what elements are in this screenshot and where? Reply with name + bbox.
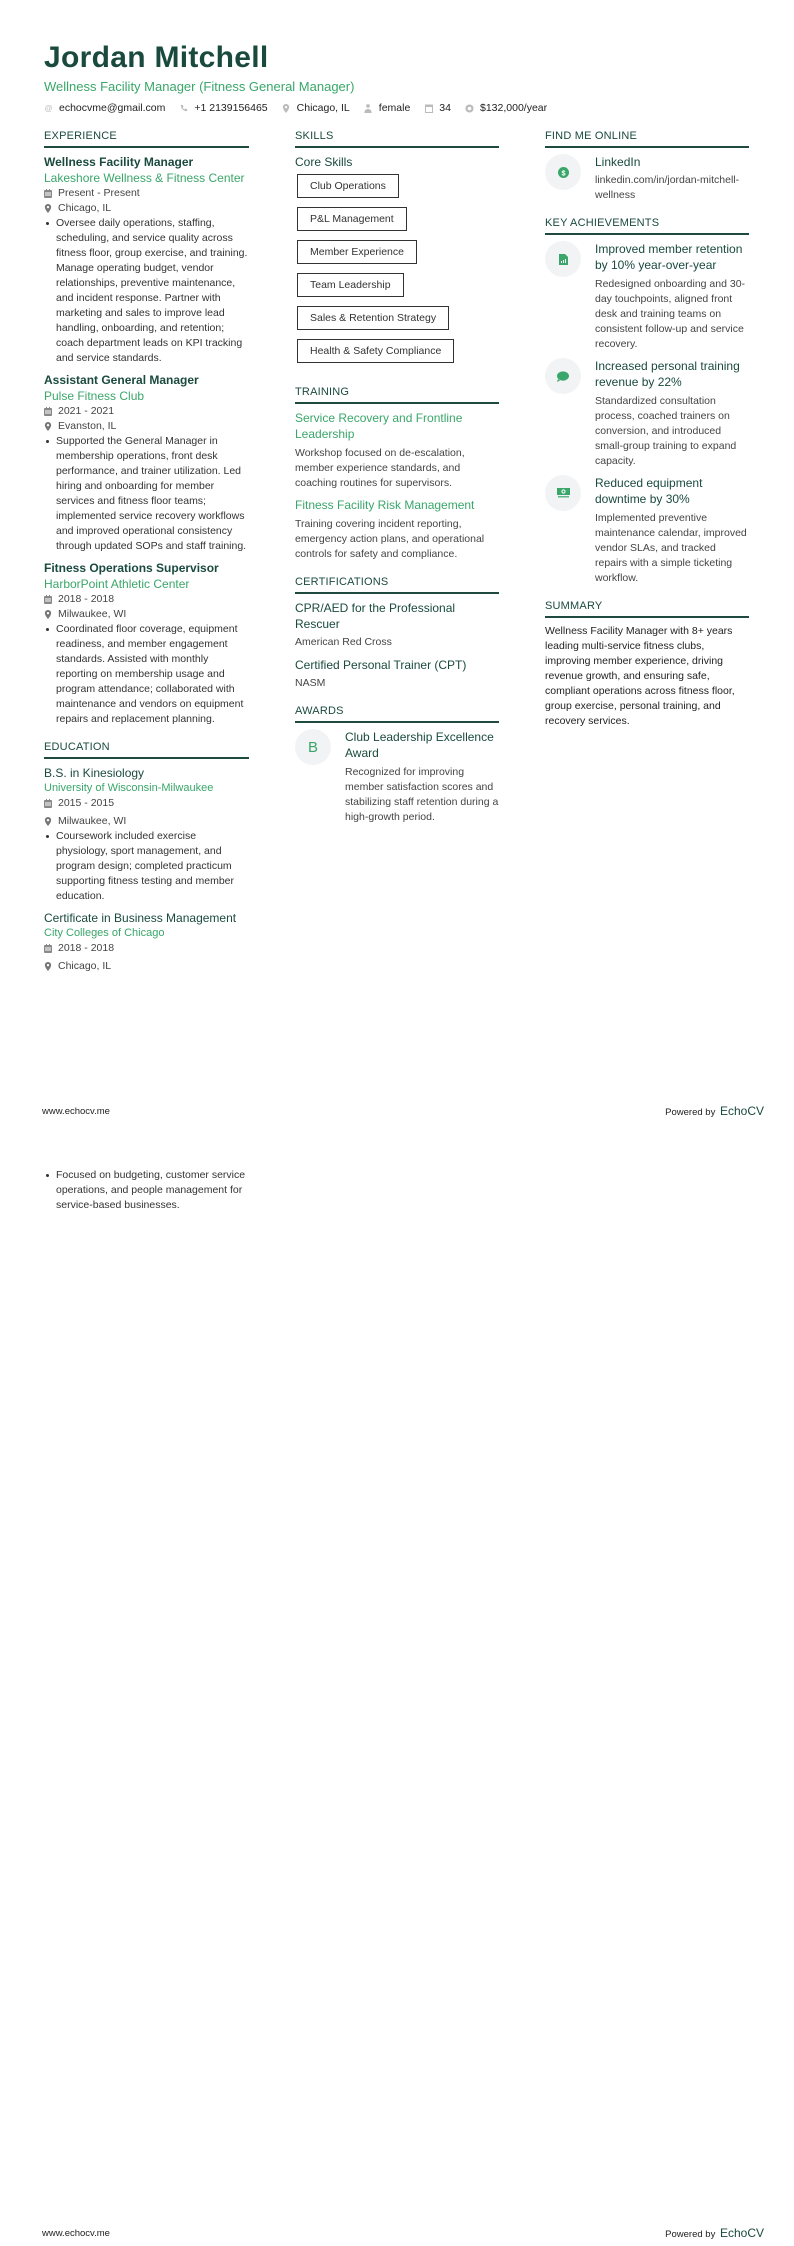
location-pin-icon [44,204,52,213]
chat-bubble-icon [557,371,569,382]
edu-location: Milwaukee, WI [44,814,249,829]
calendar-icon [424,104,433,113]
award-item [295,729,499,825]
skill-tag: Club Operations [297,174,399,198]
dollar-icon [558,167,569,178]
skill-tag: Health & Safety Compliance [297,339,454,363]
edu-bullets [44,1168,249,1213]
candidate-name: Jordan Mitchell [44,41,269,74]
report-file-icon [559,254,568,265]
skill-tag: Member Experience [297,240,417,264]
skill-group-title: Core Skills [295,155,353,169]
achievement-desc: Redesigned onboarding and 30-day touchpoints, aligned front desk and training teams on consistent follow-up and service recovery. [595,278,746,350]
skill-tag: P&L Management [297,207,407,231]
footer-website[interactable]: www.echocv.me [42,1105,110,1117]
job-title: Assistant General Manager [44,373,199,387]
job-location: Evanston, IL [44,419,249,434]
footer-powered-by: Powered by EchoCV [665,1104,764,1118]
training-item [295,497,499,562]
achievement-item [545,475,749,586]
training-desc: Training covering incident reporting, emergency action plans, and operational controls for safety and compliance. [295,518,485,560]
cert-org: NASM [295,677,326,689]
contact-age: 34 [424,102,451,114]
person-icon [364,104,373,113]
edu-school: City Colleges of Chicago [44,927,165,939]
achievement-item [545,241,749,352]
contact-row [44,102,561,114]
job-bullet: Supported the General Manager in membership operations, front desk performance, and trainer utilization. Led hiring and onboarding for member services and fitness floor teams; implemented service recovery workflows and improved operational consistency through updated SOPs and staff training. [44,434,249,554]
job-bullets [44,216,249,366]
job-company: Pulse Fitness Club [44,389,145,403]
edu-dates: 2018 - 2018 [44,941,249,956]
location-pin-icon [282,104,291,113]
middle-column [295,130,499,839]
skill-tag: Sales & Retention Strategy [297,306,449,330]
edu-dates: 2015 - 2015 [44,796,249,811]
contact-phone[interactable]: +1 2139156465 [179,102,267,114]
location-pin-icon [44,817,52,826]
summary-text: Wellness Facility Manager with 8+ years leading multi-service fitness clubs, improving member experience, driving revenue growth, and ensuring safe, compliant operations across fitness floor, group exercise, personal training, and recovery services. [545,625,735,727]
calendar-icon [44,799,52,808]
education-item [44,765,249,904]
job-company: HarborPoint Athletic Center [44,577,190,591]
training-title: Fitness Facility Risk Management [295,498,475,512]
section-title: KEY ACHIEVEMENTS [545,217,749,235]
achievement-title: Reduced equipment downtime by 30% [595,476,703,506]
achievement-desc: Implemented preventive maintenance calendar, improved vendor SLAs, and tracked repairs with a simple ticketing workflow. [595,512,747,584]
edu-bullet: Coursework included exercise physiology, sport management, and program design; completed practicum supporting fitness testing and member education. [44,829,249,904]
money-bill-icon [557,488,570,498]
achievements-section [545,217,749,586]
online-label: LinkedIn [595,155,641,169]
section-title: AWARDS [295,705,499,723]
section-title: EDUCATION [44,741,249,759]
section-title: EXPERIENCE [44,130,249,148]
footer-brand[interactable]: EchoCV [719,1104,764,1118]
section-title: FIND ME ONLINE [545,130,749,148]
right-column [545,130,749,743]
location-pin-icon [44,422,52,431]
cert-name: CPR/AED for the Professional Rescuer [295,601,456,631]
page-footer [42,2226,764,2240]
training-title: Service Recovery and Frontline Leadership [295,411,463,441]
edu-bullet: Focused on budgeting, customer service operations, and people management for service-based businesses. [44,1168,249,1213]
svg-text:$: $ [560,167,566,177]
cert-name: Certified Personal Trainer (CPT) [295,658,467,672]
salary-icon [465,104,474,113]
job-company: Lakeshore Wellness & Fitness Center [44,171,245,185]
footer-powered-by: Powered by EchoCV [665,2226,764,2240]
job-dates: 2018 - 2018 [44,592,249,607]
certification-item [295,600,499,650]
training-desc: Workshop focused on de-escalation, member experience standards, and coaching routines for supervisors. [295,447,465,489]
job-bullets [44,434,249,554]
footer-brand[interactable]: EchoCV [719,2226,764,2240]
edu-degree: B.S. in Kinesiology [44,766,145,780]
section-title: SUMMARY [545,600,749,618]
contact-gender: female [364,102,411,114]
resume-header [44,40,561,114]
job-bullet: Oversee daily operations, staffing, scheduling, and service quality across fitness floor, group exercise, and training. Manage operating budget, vendor relationships, preventive maintenance, and incident response. Partner with marketing and sales to improve lead handling, onboarding, and retention; coach department leads on KPI tracking and service standards. [44,216,249,366]
training-item [295,410,499,491]
achievement-title: Improved member retention by 10% year-over-year [595,242,743,272]
job-bullet: Coordinated floor coverage, equipment readiness, and member engagement standards. Assisted with monthly reporting on membership usage and program attendance; collaborated with maintenance and vendors on equipment repairs and replacement planning. [44,622,249,727]
candidate-headline: Wellness Facility Manager (Fitness General Manager) [44,79,355,94]
skills-section [295,130,499,372]
edu-location: Chicago, IL [44,959,249,974]
section-title: SKILLS [295,130,499,148]
education-overflow [44,1168,249,1213]
summary-section [545,600,749,729]
online-url[interactable]: linkedin.com/in/jordan-mitchell-wellness [595,174,740,201]
contact-salary: $132,000/year [465,102,547,114]
job-title: Wellness Facility Manager [44,155,194,169]
left-column [44,130,249,988]
section-title: TRAINING [295,386,499,404]
cert-org: American Red Cross [295,636,392,648]
contact-email[interactable]: @ echocvme@gmail.com [44,102,166,114]
footer-website[interactable]: www.echocv.me [42,2227,110,2239]
experience-item [44,154,249,366]
edu-degree: Certificate in Business Management [44,911,237,925]
experience-item [44,372,249,554]
education-section [44,741,249,974]
awards-section [295,705,499,825]
job-location: Chicago, IL [44,201,249,216]
job-bullets [44,622,249,727]
award-letter-badge: B [295,729,331,765]
location-pin-icon [44,610,52,619]
award-desc: Recognized for improving member satisfaction scores and stabilizing staff retention during a high-growth period. [345,766,499,823]
section-title: CERTIFICATIONS [295,576,499,594]
education-item [44,910,249,974]
phone-icon [179,104,188,113]
contact-location: Chicago, IL [282,102,350,114]
edu-bullets [44,829,249,904]
job-dates: 2021 - 2021 [44,404,249,419]
award-title: Club Leadership Excellence Award [345,730,494,760]
achievement-title: Increased personal training revenue by 22% [595,359,740,389]
calendar-icon [44,407,52,416]
achievement-desc: Standardized consultation process, coached trainers on conversion, and introduced small-group training to expand capacity. [595,395,737,467]
job-dates: Present - Present [44,186,249,201]
online-link-item[interactable] [545,154,749,203]
achievement-item [545,358,749,469]
skill-tag: Team Leadership [297,273,404,297]
calendar-icon [44,189,52,198]
job-title: Fitness Operations Supervisor [44,561,219,575]
experience-section [44,130,249,727]
calendar-icon [44,944,52,953]
training-section [295,386,499,562]
certifications-section [295,576,499,691]
certification-item [295,657,499,691]
online-section [545,130,749,203]
edu-school: University of Wisconsin-Milwaukee [44,782,214,794]
job-location: Milwaukee, WI [44,607,249,622]
at-icon: @ [44,103,53,113]
page-footer [42,1104,764,1118]
calendar-icon [44,595,52,604]
location-pin-icon [44,962,52,971]
skill-tags [295,174,499,372]
experience-item [44,560,249,727]
